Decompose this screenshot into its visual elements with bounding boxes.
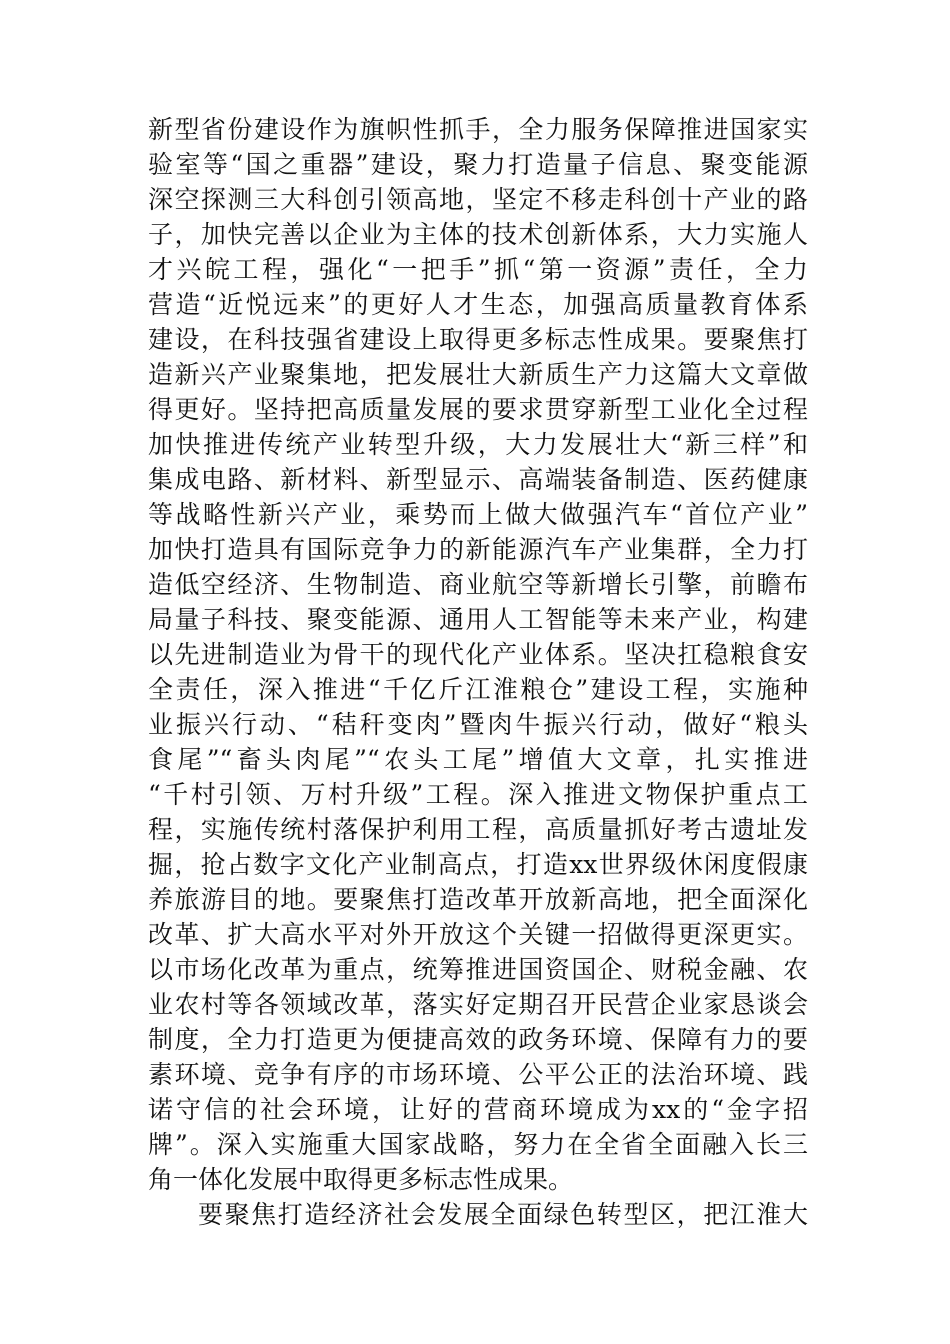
text-line: 加快打造具有国际竞争力的新能源汽车产业集群，全力打 xyxy=(148,535,808,564)
text-line: 深空探测三大科创引领高地，坚定不移走科创十产业的路 xyxy=(148,185,808,214)
text-line: 加快推进传统产业转型升级，大力发展壮大“新三样”和 xyxy=(148,430,808,459)
text-line: 掘，抢占数字文化产业制高点，打造xx世界级休闲度假康 xyxy=(148,850,808,879)
text-line: 角一体化发展中取得更多标志性成果。 xyxy=(148,1165,574,1194)
text-line: 局量子科技、聚变能源、通用人工智能等未来产业，构建 xyxy=(148,605,808,634)
text-line: 食尾”“畜头肉尾”“农头工尾”增值大文章，扎实推进 xyxy=(148,745,808,774)
text-line: 业农村等各领域改革，落实好定期召开民营企业家恳谈会 xyxy=(148,990,808,1019)
text-line: 以先进制造业为骨干的现代化产业体系。坚决扛稳粮食安 xyxy=(148,640,808,669)
text-line: 牌”。深入实施重大国家战略，努力在全省全面融入长三 xyxy=(148,1130,808,1159)
text-line: 造低空经济、生物制造、商业航空等新增长引擎，前瞻布 xyxy=(148,570,808,599)
paragraph-start-line: 要聚焦打造经济社会发展全面绿色转型区，把江淮大 xyxy=(198,1200,808,1229)
text-line: 诺守信的社会环境，让好的营商环境成为xx的“金字招 xyxy=(148,1095,808,1124)
text-line: 子，加快完善以企业为主体的技术创新体系，大力实施人 xyxy=(148,220,808,249)
text-line: 养旅游目的地。要聚焦打造改革开放新高地，把全面深化 xyxy=(148,885,808,914)
text-line: 验室等“国之重器”建设，聚力打造量子信息、聚变能源 xyxy=(148,150,808,179)
text-line: 得更好。坚持把高质量发展的要求贯穿新型工业化全过程 xyxy=(148,395,808,424)
text-line: 改革、扩大高水平对外开放这个关键一招做得更深更实。 xyxy=(148,920,808,949)
text-line: 业振兴行动、“秸秆变肉”暨肉牛振兴行动，做好“粮头 xyxy=(148,710,808,739)
text-line: 营造“近悦远来”的更好人才生态，加强高质量教育体系 xyxy=(148,290,808,319)
text-line: 等战略性新兴产业，乘势而上做大做强汽车“首位产业” xyxy=(148,500,808,529)
text-line: 集成电路、新材料、新型显示、高端装备制造、医药健康 xyxy=(148,465,808,494)
text-line: 全责任，深入推进“千亿斤江淮粮仓”建设工程，实施种 xyxy=(148,675,808,704)
text-line: 制度，全力打造更为便捷高效的政务环境、保障有力的要 xyxy=(148,1025,808,1054)
text-line: 才兴皖工程，强化“一把手”抓“第一资源”责任，全力 xyxy=(148,255,808,284)
text-line: 程，实施传统村落保护利用工程，高质量抓好考古遗址发 xyxy=(148,815,808,844)
text-line: 以市场化改革为重点，统筹推进国资国企、财税金融、农 xyxy=(148,955,808,984)
text-line: 建设，在科技强省建设上取得更多标志性成果。要聚焦打 xyxy=(148,325,808,354)
text-line: 素环境、竞争有序的市场环境、公平公正的法治环境、践 xyxy=(148,1060,808,1089)
body-text xyxy=(148,112,808,1232)
text-line: 新型省份建设作为旗帜性抓手，全力服务保障推进国家实 xyxy=(148,115,808,144)
text-line: “千村引领、万村升级”工程。深入推进文物保护重点工 xyxy=(148,780,808,809)
text-line: 造新兴产业聚集地，把发展壮大新质生产力这篇大文章做 xyxy=(148,360,808,389)
